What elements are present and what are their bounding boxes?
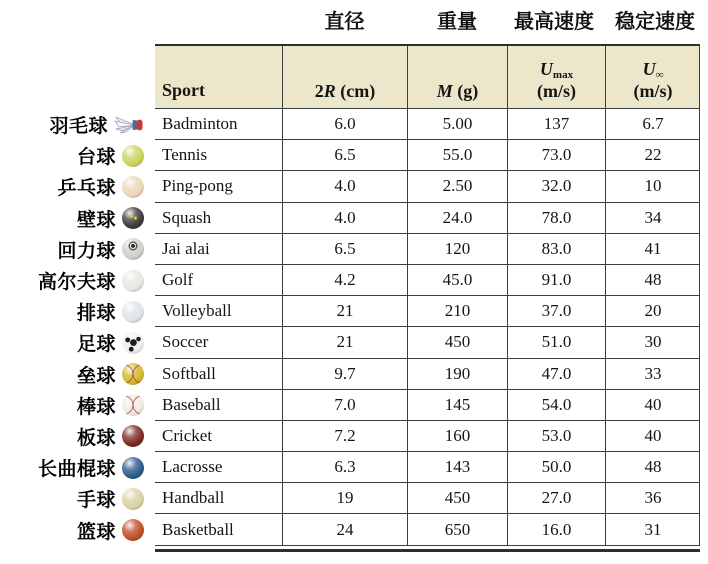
cell-diameter-2r: 21 <box>282 296 407 326</box>
cell-mass-m: 650 <box>407 514 507 544</box>
table-body <box>155 109 699 546</box>
cell-diameter-2r: 6.5 <box>282 234 407 264</box>
cell-uinf: 40 <box>605 390 700 420</box>
cell-uinf: 36 <box>605 483 700 513</box>
cell-diameter-2r: 4.2 <box>282 265 407 295</box>
table-row <box>155 296 699 327</box>
cell-uinf: 33 <box>605 359 700 389</box>
cell-sport: Softball <box>162 363 216 383</box>
table-frame <box>155 44 700 546</box>
cell-mass-m: 2.50 <box>407 171 507 201</box>
table-row <box>155 483 699 514</box>
cricket-ball-icon <box>122 425 144 447</box>
sport-label-cn: 台球 <box>76 147 116 169</box>
table-row <box>155 171 699 202</box>
group-header-weight: 重量 <box>437 11 477 33</box>
cell-sport: Golf <box>162 270 194 290</box>
cell-umax: 51.0 <box>507 327 605 357</box>
cell-diameter-2r: 7.2 <box>282 421 407 451</box>
cell-umax: 54.0 <box>507 390 605 420</box>
table-header-row <box>155 46 699 109</box>
sport-label-cn: 足球 <box>76 334 116 356</box>
sport-label-row <box>0 327 151 358</box>
cell-sport: Ping-pong <box>162 176 233 196</box>
cell-umax: 137 <box>507 109 605 139</box>
sport-label-row <box>0 203 151 234</box>
ping-pong-ball-icon <box>122 176 144 198</box>
table-row <box>155 203 699 234</box>
cell-mass-m: 55.0 <box>407 140 507 170</box>
cell-diameter-2r: 24 <box>282 514 407 544</box>
sport-label-row <box>0 390 151 421</box>
col-header-mass-m: M (g) <box>407 46 507 108</box>
cell-uinf: 34 <box>605 203 700 233</box>
col-header-sport: Sport <box>162 80 206 100</box>
cell-uinf: 30 <box>605 327 700 357</box>
col-header-diameter-2r: 2R (cm) <box>282 46 407 108</box>
group-header-diameter: 直径 <box>324 11 365 33</box>
cell-mass-m: 160 <box>407 421 507 451</box>
cell-sport: Baseball <box>162 394 221 414</box>
cell-umax: 32.0 <box>507 171 605 201</box>
col-header-umax: $U_{max}$ (m/s) <box>507 46 605 108</box>
handball-icon <box>122 488 144 510</box>
table-row <box>155 140 699 171</box>
sport-label-cn: 垒球 <box>76 365 116 387</box>
sport-label-row <box>0 140 151 171</box>
table-row <box>155 359 699 390</box>
jai-alai-ball-icon <box>122 238 144 260</box>
cell-diameter-2r: 9.7 <box>282 359 407 389</box>
cell-uinf: 10 <box>605 171 700 201</box>
sport-label-cn: 壁球 <box>76 209 116 231</box>
cell-umax: 73.0 <box>507 140 605 170</box>
cell-sport: Tennis <box>162 145 208 165</box>
left-rail <box>0 109 151 546</box>
cell-uinf: 20 <box>605 296 700 326</box>
table-row <box>155 390 699 421</box>
cell-diameter-2r: 4.0 <box>282 203 407 233</box>
cell-uinf: 48 <box>605 452 700 482</box>
data-table <box>155 44 700 552</box>
sport-label-row <box>0 483 151 514</box>
cell-sport: Badminton <box>162 114 238 134</box>
cell-uinf: 41 <box>605 234 700 264</box>
sport-label-row <box>0 359 151 390</box>
cell-umax: 91.0 <box>507 265 605 295</box>
table-row <box>155 265 699 296</box>
cell-mass-m: 120 <box>407 234 507 264</box>
softball-icon <box>122 363 144 385</box>
basketball-icon <box>122 519 144 541</box>
cell-umax: 83.0 <box>507 234 605 264</box>
sport-label-cn: 回力球 <box>57 240 116 262</box>
cell-diameter-2r: 21 <box>282 327 407 357</box>
cell-uinf: 48 <box>605 265 700 295</box>
cell-diameter-2r: 19 <box>282 483 407 513</box>
cell-diameter-2r: 6.5 <box>282 140 407 170</box>
cell-umax: 16.0 <box>507 514 605 544</box>
sport-label-cn: 排球 <box>76 303 116 325</box>
sport-label-cn: 长曲棍球 <box>37 459 116 481</box>
cell-mass-m: 145 <box>407 390 507 420</box>
cell-sport: Soccer <box>162 332 209 352</box>
cell-mass-m: 143 <box>407 452 507 482</box>
golf-ball-icon <box>122 270 144 292</box>
cell-diameter-2r: 6.0 <box>282 109 407 139</box>
sport-label-cn: 篮球 <box>76 521 116 543</box>
cell-mass-m: 210 <box>407 296 507 326</box>
cell-sport: Lacrosse <box>162 457 223 477</box>
cell-umax: 53.0 <box>507 421 605 451</box>
cell-umax: 37.0 <box>507 296 605 326</box>
cell-diameter-2r: 4.0 <box>282 171 407 201</box>
sport-label-row <box>0 296 151 327</box>
cell-sport: Cricket <box>162 425 213 445</box>
sport-label-row <box>0 452 151 483</box>
cell-sport: Volleyball <box>162 301 232 321</box>
sport-label-cn: 高尔夫球 <box>37 272 116 294</box>
cell-mass-m: 450 <box>407 483 507 513</box>
cell-umax: 47.0 <box>507 359 605 389</box>
sport-label-row <box>0 109 151 140</box>
sport-label-row <box>0 234 151 265</box>
table-row <box>155 109 699 140</box>
sport-label-cn: 棒球 <box>76 396 116 418</box>
cell-sport: Squash <box>162 207 212 227</box>
cell-diameter-2r: 7.0 <box>282 390 407 420</box>
sport-label-row <box>0 421 151 452</box>
cell-sport: Basketball <box>162 519 234 539</box>
tennis-ball-icon <box>122 145 144 167</box>
cell-uinf: 40 <box>605 421 700 451</box>
cell-uinf: 31 <box>605 514 700 544</box>
shuttlecock-icon <box>114 114 144 136</box>
cell-uinf: 6.7 <box>605 109 700 139</box>
cell-mass-m: 450 <box>407 327 507 357</box>
col-header-uinf: $U_\infty$ (m/s) <box>605 46 700 108</box>
sport-label-row <box>0 265 151 296</box>
sport-label-cn: 羽毛球 <box>49 116 108 138</box>
table-row <box>155 452 699 483</box>
group-header-stable-speed: 稳定速度 <box>615 11 695 33</box>
table-row <box>155 327 699 358</box>
group-header-max-speed: 最高速度 <box>514 11 594 33</box>
cell-mass-m: 5.00 <box>407 109 507 139</box>
cell-sport: Jai alai <box>162 238 210 258</box>
squash-ball-icon <box>122 207 144 229</box>
shuttlecock-svg <box>114 114 144 136</box>
cell-sport: Handball <box>162 488 225 508</box>
table-bottom-rule <box>155 549 700 552</box>
cell-umax: 78.0 <box>507 203 605 233</box>
cell-uinf: 22 <box>605 140 700 170</box>
soccer-ball-icon <box>122 332 144 354</box>
table-row <box>155 514 699 545</box>
sport-label-row <box>0 514 151 545</box>
cell-diameter-2r: 6.3 <box>282 452 407 482</box>
cell-mass-m: 45.0 <box>407 265 507 295</box>
table-row <box>155 234 699 265</box>
volleyball-icon <box>122 301 144 323</box>
cell-umax: 27.0 <box>507 483 605 513</box>
sport-label-cn: 乒乓球 <box>57 178 116 200</box>
sport-label-cn: 板球 <box>76 427 116 449</box>
table-row <box>155 421 699 452</box>
lacrosse-ball-icon <box>122 457 144 479</box>
sport-label-cn: 手球 <box>76 490 116 512</box>
cell-umax: 50.0 <box>507 452 605 482</box>
sport-label-row <box>0 171 151 202</box>
cell-mass-m: 24.0 <box>407 203 507 233</box>
cell-mass-m: 190 <box>407 359 507 389</box>
baseball-icon <box>122 394 144 416</box>
